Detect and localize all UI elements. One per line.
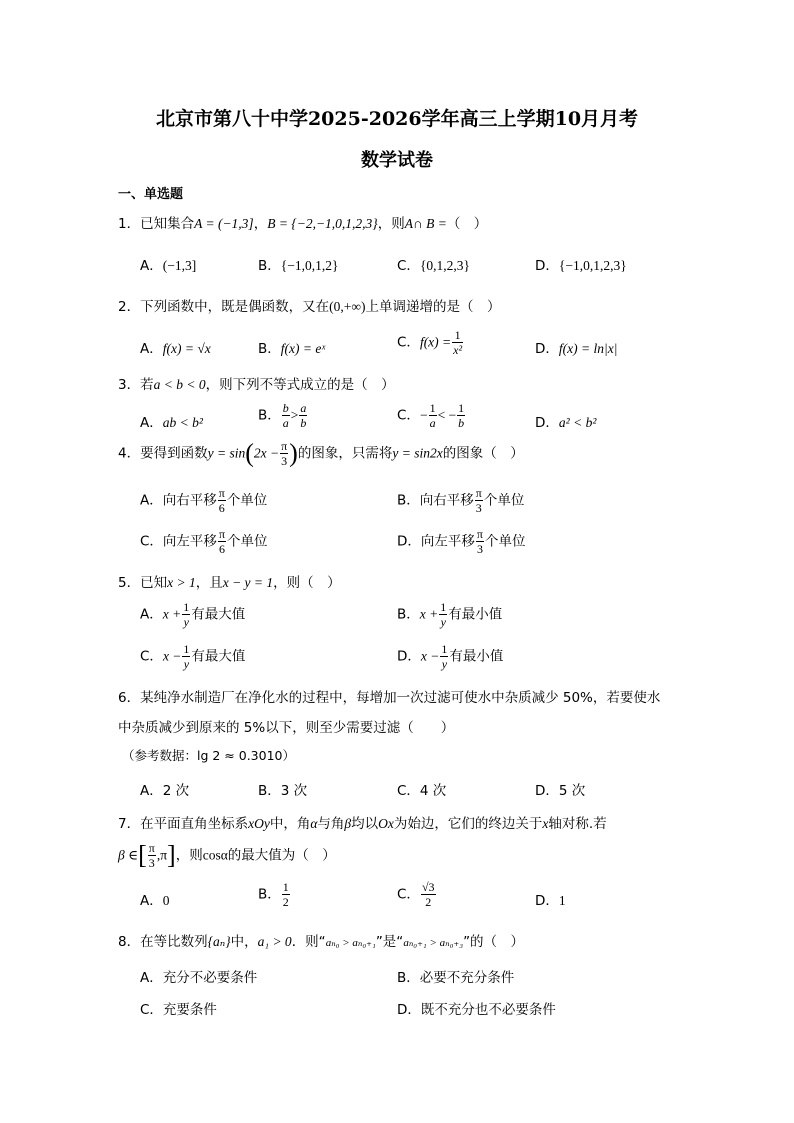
q8-option-a[interactable]: A．充分不必要条件 bbox=[140, 970, 258, 986]
q7-option-c[interactable]: C． $\frac{√3}{2}$ bbox=[397, 880, 435, 909]
q1-option-c[interactable]: C．{0,1,2,3} bbox=[397, 258, 471, 274]
question-3: 3．若a < b < 0，则下列不等式成立的是（ ） bbox=[118, 377, 395, 393]
q8-option-b[interactable]: B．必要不充分条件 bbox=[397, 970, 515, 986]
question-2: 2．下列函数中，既是偶函数，又在(0,+∞)上单调递增的是（ ） bbox=[118, 299, 501, 315]
question-1: 1．已知集合A = (−1,3]，B = {−2,−1,0,1,2,3}，则A∩ B =（ ） bbox=[118, 216, 488, 232]
question-5: 5．已知x > 1，且x − y = 1，则（ ） bbox=[118, 575, 341, 591]
q3-option-a[interactable]: A．ab < b² bbox=[140, 415, 203, 431]
q2-option-a[interactable]: A．f(x) = √x bbox=[140, 341, 211, 357]
q7-option-d[interactable]: D．1 bbox=[535, 893, 566, 909]
q3-option-d[interactable]: D．a² < b² bbox=[535, 415, 597, 431]
q7-option-b[interactable]: B． $\frac{1}{2}$ bbox=[258, 880, 289, 909]
q5-option-b[interactable]: B．x + $\frac{1}{y}$ 有最小值 bbox=[397, 600, 503, 629]
q4-option-c[interactable]: C．向左平移 $\frac{\pi}{6}$ 个单位 bbox=[140, 527, 268, 556]
q1-option-b[interactable]: B．{−1,0,1,2} bbox=[258, 258, 339, 274]
section-heading: 一、单选题 bbox=[118, 187, 184, 202]
q6-option-a[interactable]: A．2 次 bbox=[140, 783, 190, 799]
question-6: 6．某纯净水制造厂在净化水的过程中，每增加一次过滤可使水中杂质减少 50%，若要使水 bbox=[118, 690, 661, 706]
question-6-reference: （参考数据：lg 2 ≈ 0.3010） bbox=[122, 748, 295, 763]
question-4: 4．要得到函数y = sin(2x − $\frac{\pi}{3}$ )的图象，只需将y = sin2x的图象（ ） bbox=[118, 438, 524, 468]
page-title: 北京市第八十中学2025-2026学年高三上学期10月月考 bbox=[155, 108, 639, 130]
q1-option-a[interactable]: A．(−1,3] bbox=[140, 258, 197, 274]
q2-option-c[interactable]: C．f(x) = $\frac{1}{\text{x²}}$ bbox=[397, 328, 463, 357]
page-subtitle: 数学试卷 bbox=[361, 150, 433, 171]
q6-option-b[interactable]: B．3 次 bbox=[258, 783, 308, 799]
q5-option-a[interactable]: A．x + $\frac{1}{y}$ 有最大值 bbox=[140, 600, 246, 629]
q2-option-b[interactable]: B．f(x) = eˣ bbox=[258, 341, 326, 357]
q8-option-c[interactable]: C．充要条件 bbox=[140, 1002, 217, 1018]
q1-option-d[interactable]: D．{−1,0,1,2,3} bbox=[535, 258, 627, 274]
q6-option-d[interactable]: D．5 次 bbox=[535, 783, 586, 799]
question-6-line2: 中杂质减少到原来的 5%以下，则至少需要过滤（ ） bbox=[118, 720, 455, 736]
q4-option-d[interactable]: D．向左平移 $\frac{\pi}{3}$ 个单位 bbox=[397, 527, 526, 556]
question-8: 8．在等比数列{aₙ}中，a₁ > 0．则“aₙ₀ > aₙ₀₊₁”是“aₙ₀₊₁ > aₙ₀₊₃”的（ ） bbox=[118, 934, 525, 950]
q3-option-b[interactable]: B． $\frac{b}{a}$ > $\frac{a}{b}$ bbox=[258, 401, 307, 430]
q8-option-d[interactable]: D．既不充分也不必要条件 bbox=[397, 1002, 556, 1018]
q5-option-d[interactable]: D．x − $\frac{1}{y}$ 有最小值 bbox=[397, 642, 504, 671]
q5-option-c[interactable]: C．x − $\frac{1}{y}$ 有最大值 bbox=[140, 642, 246, 671]
fraction: $\frac{1}{\text{x²}}$ bbox=[453, 328, 463, 357]
q6-option-c[interactable]: C．4 次 bbox=[397, 783, 447, 799]
q7-option-a[interactable]: A．0 bbox=[140, 893, 170, 909]
q4-option-a[interactable]: A．向右平移 $\frac{\pi}{6}$ 个单位 bbox=[140, 486, 268, 515]
q4-option-b[interactable]: B．向右平移 $\frac{\pi}{3}$ 个单位 bbox=[397, 486, 525, 515]
q3-option-c[interactable]: C．− $\frac{1}{a}$ < − $\frac{1}{b}$ bbox=[397, 401, 465, 430]
question-number: 1． bbox=[118, 216, 141, 232]
question-7-line2: β ∈[ $\frac{\pi}{3}$ ,π]，则cosα的最大值为（ ） bbox=[118, 840, 336, 870]
question-7: 7．在平面直角坐标系xOy中，角α与角β均以Ox为始边，它们的终边关于x轴对称.若 bbox=[118, 816, 607, 832]
q2-option-d[interactable]: D．f(x) = ln|x| bbox=[535, 341, 618, 357]
